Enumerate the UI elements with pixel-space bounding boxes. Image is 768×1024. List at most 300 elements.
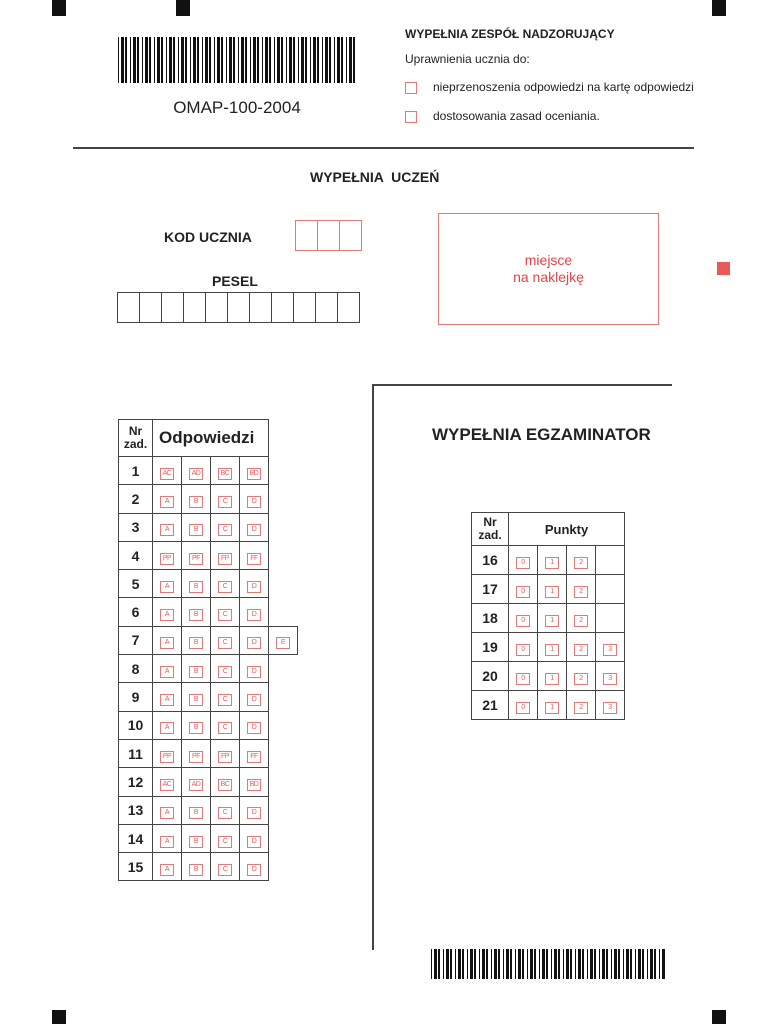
points-row-number: 18 <box>472 604 509 633</box>
barcode-bar <box>578 949 581 979</box>
answer-option-cell[interactable] <box>182 541 211 569</box>
barcode-bar <box>474 949 476 979</box>
answer-option-cell[interactable] <box>269 626 298 654</box>
barcode-bar <box>178 37 179 83</box>
answer-option-cell[interactable] <box>182 853 211 881</box>
answer-option-cell[interactable] <box>153 626 182 654</box>
answer-option-cell[interactable] <box>182 626 211 654</box>
pesel-input[interactable] <box>117 292 360 323</box>
barcode-bar <box>214 37 215 83</box>
kod-ucznia-label: KOD UCZNIA <box>164 229 252 245</box>
barcode-bar <box>334 37 335 83</box>
answer-option-cell[interactable] <box>240 598 269 626</box>
pesel-cell[interactable] <box>206 292 228 323</box>
answer-option-cell[interactable] <box>153 598 182 626</box>
examiner-title: WYPEŁNIA EGZAMINATOR <box>432 425 651 444</box>
points-option[interactable]: 0 <box>516 702 530 714</box>
commission-option-2: dostosowania zasad oceniania. <box>433 109 600 123</box>
barcode-bar <box>169 37 172 83</box>
barcode-bar <box>209 37 211 83</box>
answer-row <box>119 683 298 711</box>
answer-option[interactable]: B <box>189 836 203 848</box>
barcode-bar <box>190 37 191 83</box>
answer-row-number: 14 <box>119 824 153 852</box>
points-option[interactable]: 0 <box>516 557 530 569</box>
barcode-bar <box>618 949 620 979</box>
points-option[interactable]: 1 <box>545 586 559 598</box>
barcode-bar <box>542 949 545 979</box>
answer-option-cell[interactable] <box>211 513 240 541</box>
barcode-bar <box>482 949 485 979</box>
barcode-bar <box>130 37 131 83</box>
barcode-bar <box>491 949 492 979</box>
answer-option-cell[interactable] <box>211 796 240 824</box>
answer-option[interactable]: A <box>160 836 174 848</box>
answer-option[interactable]: B <box>189 524 203 536</box>
barcode-bar <box>659 949 660 979</box>
answer-option[interactable]: AC <box>160 779 174 791</box>
answer-option[interactable]: D <box>247 524 261 536</box>
points-option-cell[interactable] <box>538 633 567 662</box>
answer-option[interactable]: D <box>247 722 261 734</box>
points-option[interactable]: 2 <box>574 586 588 598</box>
answer-option[interactable]: A <box>160 722 174 734</box>
answer-option[interactable]: B <box>189 666 203 678</box>
answer-option[interactable]: B <box>189 807 203 819</box>
answer-option-cell[interactable] <box>240 485 269 513</box>
barcode-bar <box>434 949 437 979</box>
points-option[interactable]: 3 <box>603 673 617 685</box>
answer-option[interactable]: C <box>218 496 232 508</box>
barcode-bar <box>289 37 292 83</box>
answer-row <box>119 598 298 626</box>
answer-option-cell[interactable] <box>211 541 240 569</box>
points-option-cell[interactable] <box>538 546 567 575</box>
barcode-bar <box>145 37 148 83</box>
answer-row <box>119 796 298 824</box>
commission-option-1: nieprzenoszenia odpowiedzi na kartę odpowiedzi <box>433 80 694 94</box>
points-row <box>472 662 625 691</box>
barcode-bottom <box>431 949 667 979</box>
barcode-bar <box>197 37 199 83</box>
points-option[interactable]: 1 <box>545 673 559 685</box>
points-option-cell[interactable] <box>567 662 596 691</box>
answer-option[interactable]: C <box>218 836 232 848</box>
answer-option[interactable]: C <box>218 666 232 678</box>
answer-option-cell[interactable] <box>240 853 269 881</box>
answer-option-cell[interactable] <box>211 655 240 683</box>
points-option-cell[interactable] <box>538 691 567 720</box>
barcode-bar <box>431 949 432 979</box>
barcode-bar <box>305 37 307 83</box>
barcode-bar <box>602 949 605 979</box>
answer-option-cell[interactable] <box>153 739 182 767</box>
answer-option[interactable]: A <box>160 581 174 593</box>
answer-option[interactable]: C <box>218 524 232 536</box>
pesel-cell[interactable] <box>140 292 162 323</box>
barcode-bar <box>575 949 576 979</box>
points-row-number: 20 <box>472 662 509 691</box>
answer-row <box>119 570 298 598</box>
barcode-bar <box>202 37 203 83</box>
barcode-bar <box>599 949 600 979</box>
barcode-bar <box>322 37 323 83</box>
commission-subtitle: Uprawnienia ucznia do: <box>405 52 530 66</box>
answer-option[interactable]: A <box>160 496 174 508</box>
barcode-bar <box>173 37 175 83</box>
barcode-bar <box>563 949 564 979</box>
answer-option[interactable]: FF <box>247 553 261 565</box>
barcode-bar <box>274 37 275 83</box>
answer-option-cell[interactable] <box>153 457 182 485</box>
answer-option[interactable]: C <box>218 694 232 706</box>
answer-option-cell[interactable] <box>240 824 269 852</box>
points-option-cell[interactable] <box>567 546 596 575</box>
answer-option[interactable]: D <box>247 609 261 621</box>
points-option[interactable]: 2 <box>574 557 588 569</box>
barcode-bar <box>181 37 184 83</box>
answer-option-cell[interactable] <box>211 457 240 485</box>
points-option-cell[interactable] <box>538 662 567 691</box>
answer-option-cell[interactable] <box>153 796 182 824</box>
answer-option[interactable]: PF <box>189 553 203 565</box>
pesel-cell[interactable] <box>316 292 338 323</box>
answer-row <box>119 655 298 683</box>
answer-option-cell[interactable] <box>153 485 182 513</box>
registration-marker <box>712 0 726 16</box>
points-option[interactable]: 2 <box>574 673 588 685</box>
barcode-bar <box>650 949 653 979</box>
points-option[interactable]: 1 <box>545 557 559 569</box>
divider <box>73 147 694 149</box>
answer-option-cell[interactable] <box>182 796 211 824</box>
answer-option-cell[interactable] <box>211 570 240 598</box>
pesel-cell[interactable] <box>162 292 184 323</box>
answer-option-cell[interactable] <box>240 711 269 739</box>
barcode-bar <box>479 949 480 979</box>
answer-row-number: 15 <box>119 853 153 881</box>
barcode-bar <box>157 37 160 83</box>
pesel-cell[interactable] <box>117 292 140 323</box>
answer-option[interactable]: A <box>160 666 174 678</box>
answer-row-number: 6 <box>119 598 153 626</box>
points-option-cell[interactable] <box>538 604 567 633</box>
pesel-cell[interactable] <box>228 292 250 323</box>
answer-option[interactable]: C <box>218 807 232 819</box>
barcode-bar <box>614 949 617 979</box>
points-row-number: 17 <box>472 575 509 604</box>
barcode-bar <box>626 949 629 979</box>
points-row <box>472 575 625 604</box>
answer-row <box>119 824 298 852</box>
answer-option-cell[interactable] <box>182 739 211 767</box>
points-option-cell[interactable] <box>567 691 596 720</box>
answer-option-cell[interactable] <box>153 541 182 569</box>
barcode-bar <box>515 949 516 979</box>
barcode-bar <box>582 949 584 979</box>
barcode-bar <box>551 949 552 979</box>
barcode-bar <box>166 37 167 83</box>
barcode-bar <box>503 949 504 979</box>
answer-option-cell[interactable] <box>182 598 211 626</box>
barcode-bar <box>161 37 163 83</box>
answer-option-cell[interactable] <box>182 457 211 485</box>
answer-option-cell[interactable] <box>153 683 182 711</box>
barcode-bar <box>241 37 244 83</box>
barcode-bar <box>611 949 612 979</box>
pesel-label: PESEL <box>212 273 258 289</box>
answer-option-cell[interactable] <box>240 541 269 569</box>
pesel-cell[interactable] <box>338 292 360 323</box>
pesel-cell[interactable] <box>184 292 206 323</box>
points-option-cell[interactable] <box>596 662 625 691</box>
answer-row <box>119 711 298 739</box>
answer-option[interactable]: D <box>247 666 261 678</box>
answer-option[interactable]: D <box>247 807 261 819</box>
answer-option[interactable]: D <box>247 581 261 593</box>
answer-row <box>119 853 298 881</box>
answer-option-cell[interactable] <box>182 655 211 683</box>
points-option-cell[interactable] <box>567 604 596 633</box>
pts-header-nr-line1: Nr <box>483 515 497 529</box>
barcode-bar <box>125 37 127 83</box>
answer-option[interactable]: B <box>189 581 203 593</box>
answer-option-cell[interactable] <box>182 513 211 541</box>
points-option-cell[interactable] <box>509 604 538 633</box>
points-option[interactable]: 3 <box>603 644 617 656</box>
barcode-bar <box>185 37 187 83</box>
pesel-cell[interactable] <box>272 292 294 323</box>
registration-marker <box>176 0 190 16</box>
answer-option[interactable]: AD <box>189 779 203 791</box>
barcode-bar <box>293 37 295 83</box>
barcode-bar <box>229 37 232 83</box>
answer-option[interactable]: C <box>218 722 232 734</box>
answer-option-cell[interactable] <box>211 711 240 739</box>
answer-option[interactable]: B <box>189 496 203 508</box>
barcode-bar <box>486 949 488 979</box>
answer-option-cell[interactable] <box>211 739 240 767</box>
answer-option[interactable]: A <box>160 807 174 819</box>
answer-option[interactable]: A <box>160 864 174 876</box>
barcode-bar <box>346 37 347 83</box>
points-option[interactable]: 2 <box>574 615 588 627</box>
answer-option-cell[interactable] <box>240 768 269 796</box>
answer-option[interactable]: D <box>247 836 261 848</box>
barcode-bar <box>137 37 139 83</box>
barcode-bar <box>443 949 444 979</box>
answer-option[interactable]: BC <box>218 468 232 480</box>
answer-option[interactable]: FP <box>218 751 232 763</box>
answer-option[interactable]: AC <box>160 468 174 480</box>
points-row <box>472 546 625 575</box>
barcode-bar <box>566 949 569 979</box>
points-option-cell[interactable] <box>509 691 538 720</box>
barcode-bar <box>353 37 355 83</box>
answer-option[interactable]: C <box>218 637 232 649</box>
points-option[interactable]: 3 <box>603 702 617 714</box>
answers-header-nr <box>119 420 153 457</box>
points-option-cell[interactable] <box>538 575 567 604</box>
sticker-label-line2: na naklejkę <box>513 269 584 285</box>
barcode-bar <box>662 949 665 979</box>
barcode-bar <box>142 37 143 83</box>
points-option-cell[interactable] <box>509 662 538 691</box>
answer-option-cell[interactable] <box>153 824 182 852</box>
barcode-bar <box>265 37 268 83</box>
answer-option-cell[interactable] <box>211 485 240 513</box>
answer-option-cell[interactable] <box>182 485 211 513</box>
barcode-bar <box>654 949 656 979</box>
answer-option[interactable]: BD <box>247 779 261 791</box>
barcode-bar <box>635 949 636 979</box>
barcode-bar <box>313 37 316 83</box>
answer-option-cell[interactable] <box>240 739 269 767</box>
barcode-bar <box>349 37 352 83</box>
checkbox-option-1[interactable] <box>405 82 417 94</box>
barcode-bar <box>450 949 452 979</box>
barcode-bar <box>446 949 449 979</box>
answer-option-cell[interactable] <box>182 824 211 852</box>
barcode-bar <box>298 37 299 83</box>
points-option-cell[interactable] <box>567 633 596 662</box>
answer-option[interactable]: PP <box>160 553 174 565</box>
kod-ucznia-input[interactable] <box>295 220 362 251</box>
answer-option-cell[interactable] <box>240 683 269 711</box>
answer-option-cell[interactable] <box>211 768 240 796</box>
points-option-cell[interactable] <box>509 546 538 575</box>
answer-option[interactable]: A <box>160 524 174 536</box>
barcode-bar <box>217 37 220 83</box>
answer-option[interactable]: A <box>160 637 174 649</box>
answer-option-cell[interactable] <box>240 513 269 541</box>
registration-marker <box>52 0 66 16</box>
answer-option-cell[interactable] <box>153 513 182 541</box>
answer-option-cell[interactable] <box>182 570 211 598</box>
answer-option[interactable]: B <box>189 637 203 649</box>
answers-header-odp: Odpowiedzi <box>153 420 269 457</box>
registration-marker <box>52 1010 66 1024</box>
answer-option-cell[interactable] <box>240 570 269 598</box>
answer-option[interactable]: BC <box>218 779 232 791</box>
points-option-cell[interactable] <box>509 633 538 662</box>
points-option[interactable]: 1 <box>545 615 559 627</box>
answer-row-number: 13 <box>119 796 153 824</box>
answer-option[interactable]: D <box>247 637 261 649</box>
answer-option[interactable]: B <box>189 864 203 876</box>
answer-row <box>119 541 298 569</box>
barcode-bar <box>233 37 235 83</box>
answer-option-cell[interactable] <box>211 853 240 881</box>
student-section-title: WYPEŁNIA UCZEŃ <box>310 169 440 185</box>
answer-option-cell[interactable] <box>153 570 182 598</box>
barcode-bar <box>527 949 528 979</box>
points-option[interactable]: 0 <box>516 673 530 685</box>
answer-option-cell[interactable] <box>211 598 240 626</box>
barcode-bar <box>337 37 340 83</box>
answer-option-cell[interactable] <box>182 711 211 739</box>
answer-option[interactable]: A <box>160 609 174 621</box>
answer-option[interactable]: C <box>218 864 232 876</box>
barcode-top <box>118 37 356 83</box>
answer-option-cell[interactable] <box>182 683 211 711</box>
points-row-number: 19 <box>472 633 509 662</box>
answer-row-number: 10 <box>119 711 153 739</box>
barcode-bar <box>226 37 227 83</box>
answer-option[interactable]: AD <box>189 468 203 480</box>
answer-row-number: 7 <box>119 626 153 654</box>
answer-row <box>119 513 298 541</box>
barcode-bar <box>277 37 280 83</box>
answer-option[interactable]: C <box>218 609 232 621</box>
answer-option[interactable]: E <box>276 637 290 649</box>
answer-option-cell[interactable] <box>153 768 182 796</box>
barcode-bar <box>539 949 540 979</box>
checkbox-option-2[interactable] <box>405 111 417 123</box>
answer-option-cell[interactable] <box>240 655 269 683</box>
answer-option-cell[interactable] <box>240 457 269 485</box>
answer-option-cell[interactable] <box>182 768 211 796</box>
points-option-cell[interactable] <box>509 575 538 604</box>
answer-option[interactable]: D <box>247 496 261 508</box>
answer-option[interactable]: B <box>189 694 203 706</box>
points-option[interactable]: 1 <box>545 644 559 656</box>
answer-option[interactable]: D <box>247 694 261 706</box>
barcode-bar <box>522 949 524 979</box>
answers-table <box>118 419 298 881</box>
points-option[interactable]: 1 <box>545 702 559 714</box>
pesel-cell[interactable] <box>294 292 316 323</box>
answer-option[interactable]: PP <box>160 751 174 763</box>
answer-row <box>119 739 298 767</box>
answer-option-cell[interactable] <box>240 626 269 654</box>
points-option-cell[interactable] <box>567 575 596 604</box>
answer-option[interactable]: D <box>247 864 261 876</box>
answer-option-cell[interactable] <box>211 824 240 852</box>
barcode-bar <box>154 37 155 83</box>
answer-row <box>119 768 298 796</box>
barcode-bar <box>257 37 259 83</box>
answer-option[interactable]: BD <box>247 468 261 480</box>
commission-title: WYPEŁNIA ZESPÓŁ NADZORUJĄCY <box>405 27 615 41</box>
points-option[interactable]: 2 <box>574 644 588 656</box>
answer-option-cell[interactable] <box>211 626 240 654</box>
barcode-bar <box>205 37 208 83</box>
answer-option-cell[interactable] <box>153 711 182 739</box>
pesel-cell[interactable] <box>250 292 272 323</box>
points-option[interactable]: 0 <box>516 586 530 598</box>
answer-option-cell[interactable] <box>240 796 269 824</box>
points-option[interactable]: 0 <box>516 615 530 627</box>
points-option-cell[interactable] <box>596 633 625 662</box>
answer-option[interactable]: FF <box>247 751 261 763</box>
barcode-bar <box>623 949 624 979</box>
answer-option[interactable]: FP <box>218 553 232 565</box>
answer-option-cell[interactable] <box>211 683 240 711</box>
points-empty-cell <box>596 575 625 604</box>
barcode-bar <box>647 949 648 979</box>
answer-option[interactable]: C <box>218 581 232 593</box>
points-option-cell[interactable] <box>596 691 625 720</box>
answer-option[interactable]: A <box>160 694 174 706</box>
answer-option[interactable]: B <box>189 722 203 734</box>
answer-option-cell[interactable] <box>153 655 182 683</box>
points-option[interactable]: 0 <box>516 644 530 656</box>
answer-option-cell[interactable] <box>153 853 182 881</box>
answer-option[interactable]: PF <box>189 751 203 763</box>
answer-option[interactable]: B <box>189 609 203 621</box>
points-option[interactable]: 2 <box>574 702 588 714</box>
